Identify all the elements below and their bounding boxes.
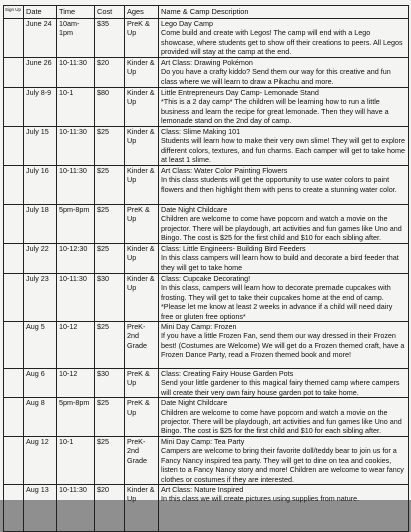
table-row <box>4 484 409 531</box>
table-row <box>4 322 409 369</box>
camp-description: Do you have a crafty kiddo? Send them our way for this creative and fun class where we will learn to draw a Pikachu and more. <box>161 67 391 86</box>
time-cell: 10-11:30 <box>57 166 95 205</box>
description-cell <box>159 166 409 205</box>
time-cell: 5pm-8pm <box>57 205 95 244</box>
ages-cell: Kinder & Up <box>125 88 159 127</box>
signup-cell[interactable] <box>4 19 24 58</box>
date-cell: July 8-9 <box>24 88 57 127</box>
camp-description: Children are welcome to come have popcorn and watch a movie on the projector. There will be playdough, art activities and fun games like Uno and Bingo. The cost is $25 for the first child and $10 for each sibling after. <box>161 214 402 243</box>
description-cell <box>159 436 409 484</box>
description-cell <box>159 398 409 437</box>
time-cell: 10-1 <box>57 88 95 127</box>
ages-cell: Kinder & Up <box>125 58 159 88</box>
signup-cell[interactable] <box>4 369 24 398</box>
cost-cell: $25 <box>95 436 125 484</box>
header-date: Date <box>24 6 57 19</box>
camp-description: In this class, campers will learn how to decorate premade cupcakes with frosting. They will get to take their cupcakes home at the end of camp. *Please let me know at least 2 weeks in advance if a child will need dairy free or gluten free options* <box>161 283 393 321</box>
camp-description: Children are welcome to come have popcorn and watch a movie on the projector. There will be playdough, art activities and fun games like Uno and Bingo. The cost is $25 for the first child and $10 for each sibling after. <box>161 407 402 436</box>
camp-title: Class: Slime Making 101 <box>161 127 241 136</box>
cost-cell: $30 <box>95 274 125 322</box>
date-cell: Aug 6 <box>24 369 57 398</box>
ages-cell: Kinder & Up <box>125 244 159 274</box>
signup-cell[interactable] <box>4 322 24 369</box>
camp-title: Mini Day Camp: Frozen <box>161 322 237 332</box>
camp-title: Art Class: Nature Inspired <box>161 484 244 494</box>
ages-cell: PreK & Up <box>125 205 159 244</box>
camp-description: In this class students will get the opportunity to use water colors to paint flowers and then highlight them with pens to create a stunning water color. <box>161 175 397 194</box>
cost-cell: $30 <box>95 369 125 398</box>
camp-title: Mini Day Camp: Tea Party <box>161 436 245 446</box>
table-header-row <box>4 6 409 19</box>
time-cell: 10-1 <box>57 436 95 484</box>
camp-title: Lego Day Camp <box>161 19 213 28</box>
header-ages: Ages <box>125 6 159 19</box>
time-cell: 10-11:30 <box>57 484 95 531</box>
header-name-description: Name & Camp Description <box>159 6 409 19</box>
signup-cell[interactable] <box>4 88 24 127</box>
signup-cell[interactable] <box>4 205 24 244</box>
table-row <box>4 244 409 274</box>
header-time: Time <box>57 6 95 19</box>
camp-description: In this class we will create pictures using supplies from nature. <box>161 494 360 504</box>
camp-description: Campers are welcome to bring their favorite doll/teddy bear to join us for a Fancy Nancy inspired tea party. They will get to dine on tea and cookies, listen to a Fancy Nancy story and more! Children are welcome to wear fancy clothes or costumes if they are interested. <box>161 446 404 484</box>
date-cell: July 23 <box>24 274 57 322</box>
description-cell <box>159 88 409 127</box>
table-row <box>4 166 409 205</box>
signup-cell[interactable] <box>4 436 24 484</box>
description-cell <box>159 127 409 166</box>
date-cell: July 16 <box>24 166 57 205</box>
camp-title: Art Class: Drawing Pokémon <box>161 58 253 67</box>
ages-cell: Kinder & Up <box>125 274 159 322</box>
date-cell: Aug 13 <box>24 484 57 531</box>
camp-schedule-table <box>3 5 409 532</box>
time-cell: 10-12 <box>57 369 95 398</box>
time-cell: 10-11:30 <box>57 127 95 166</box>
cost-cell: $20 <box>95 484 125 531</box>
date-cell: Aug 8 <box>24 398 57 437</box>
ages-cell: Kinder & Up <box>125 166 159 205</box>
cost-cell: $35 <box>95 19 125 58</box>
description-cell <box>159 274 409 322</box>
description-cell <box>159 58 409 88</box>
description-cell <box>159 244 409 274</box>
header-signup: Sign Up <box>4 6 24 19</box>
time-cell: 5pm-8pm <box>57 398 95 437</box>
table-row <box>4 369 409 398</box>
signup-cell[interactable] <box>4 484 24 531</box>
ages-cell: PreK & Up <box>125 369 159 398</box>
date-cell: June 24 <box>24 19 57 58</box>
camp-title: Class: Creating Fairy House Garden Pots <box>161 369 294 379</box>
description-cell <box>159 322 409 369</box>
cost-cell: $25 <box>95 244 125 274</box>
signup-cell[interactable] <box>4 58 24 88</box>
ages-cell: PreK- 2nd Grade <box>125 322 159 369</box>
camp-title: Class: Little Engineers- Building Bird Feeders <box>161 244 306 253</box>
camp-title: Little Entrepreneurs Day Camp- Lemonade Stand <box>161 88 319 97</box>
cost-cell: $25 <box>95 127 125 166</box>
time-cell: 10am-1pm <box>57 19 95 58</box>
cost-cell: $20 <box>95 58 125 88</box>
camp-description: If you have a little Frozen Fan, send them our way dressed in their Frozen best! (Costumes are Welcome) We will get do a Frozen themed craft, have a Frozen Dance Party, read a Frozen themed book and more! <box>161 331 405 360</box>
table-row <box>4 436 409 484</box>
description-cell <box>159 484 409 531</box>
date-cell: July 22 <box>24 244 57 274</box>
ages-cell: PreK & Up <box>125 19 159 58</box>
date-cell: July 15 <box>24 127 57 166</box>
camp-title: Date Night Childcare <box>161 398 228 408</box>
table-row <box>4 58 409 88</box>
cost-cell: $25 <box>95 398 125 437</box>
camp-description: Students will learn how to make their very own slime! They will get to explore different colors, textures, and fun charms. Each camper will get to take home at least 1 slime. <box>161 136 405 165</box>
camp-description: In this class campers will learn how to build and decorate a bird feeder that they will get to take home <box>161 253 399 272</box>
description-cell <box>159 369 409 398</box>
ages-cell: Kinder & Up <box>125 127 159 166</box>
time-cell: 10-12:30 <box>57 244 95 274</box>
signup-cell[interactable] <box>4 244 24 274</box>
signup-cell[interactable] <box>4 127 24 166</box>
ages-cell: PreK & Up <box>125 398 159 437</box>
cost-cell: $25 <box>95 322 125 369</box>
cost-cell: $25 <box>95 205 125 244</box>
signup-cell[interactable] <box>4 274 24 322</box>
signup-cell[interactable] <box>4 166 24 205</box>
camp-title: Date Night Childcare <box>161 205 228 214</box>
date-cell: Aug 12 <box>24 436 57 484</box>
table-row <box>4 205 409 244</box>
date-cell: Aug 5 <box>24 322 57 369</box>
description-cell <box>159 205 409 244</box>
date-cell: July 18 <box>24 205 57 244</box>
table-row <box>4 88 409 127</box>
time-cell: 10-12 <box>57 322 95 369</box>
cost-cell: $25 <box>95 166 125 205</box>
camp-description: *This is a 2 day camp* The children will be learning how to run a little business and learn the recipe for great lemonade. Then they will have a lemonade stand on the 2nd day of camp. <box>161 97 389 126</box>
camp-title: Art Class: Water Color Painting Flowers <box>161 166 288 175</box>
signup-cell[interactable] <box>4 398 24 437</box>
camp-title: Class: Cupcake Decorating! <box>161 274 251 283</box>
camp-description: Send your little gardener to this magical fairy themed camp where campers will create their very own fairy house garden pot to take home. <box>161 378 400 397</box>
ages-cell: Kinder & Up <box>125 484 159 531</box>
table-row <box>4 274 409 322</box>
cost-cell: $80 <box>95 88 125 127</box>
header-cost: Cost <box>95 6 125 19</box>
camp-description: Come build and create with Legos! The camp will end with a Lego showcase, where students get to show off their creations to peers. All Legos provided will stay at the camp at the end. <box>161 28 403 57</box>
table-row <box>4 19 409 58</box>
date-cell: June 26 <box>24 58 57 88</box>
table-row <box>4 127 409 166</box>
table-row <box>4 398 409 437</box>
time-cell: 10-11:30 <box>57 58 95 88</box>
ages-cell: PreK- 2nd Grade <box>125 436 159 484</box>
time-cell: 10-11:30 <box>57 274 95 322</box>
description-cell <box>159 19 409 58</box>
